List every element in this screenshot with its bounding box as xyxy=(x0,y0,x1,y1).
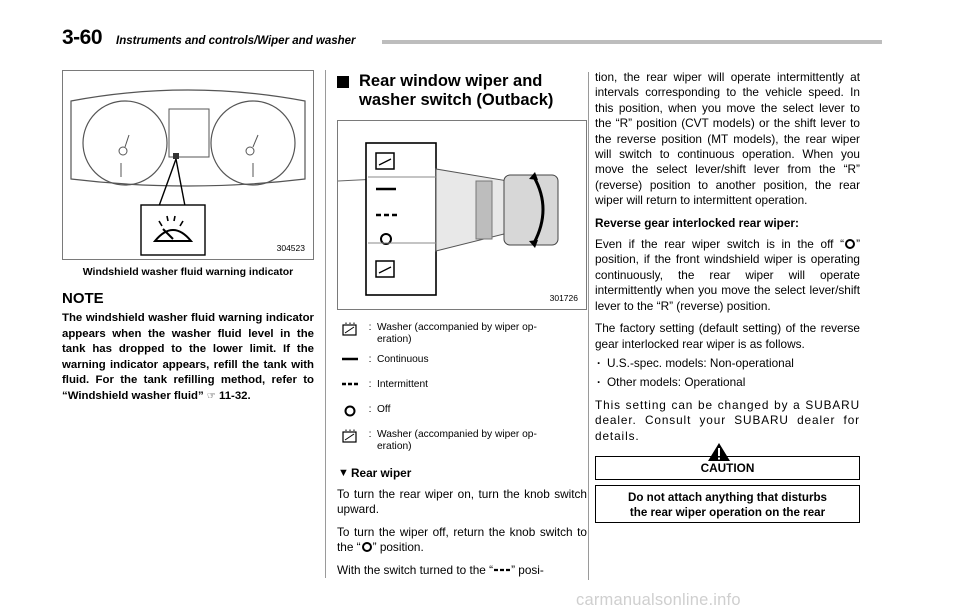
note-title: NOTE xyxy=(62,290,104,307)
reverse-interlock-heading: Reverse gear interlocked rear wiper: xyxy=(595,215,799,230)
bullet-us-spec: . U.S.-spec. models: Non-operational xyxy=(595,356,860,371)
factory-setting-para: The factory setting (default setting) of the reverse gear interlocked rear wiper is as follows. xyxy=(595,321,860,351)
section-title: Instruments and controls/Wiper and washer xyxy=(116,35,356,47)
figure-code: 304523 xyxy=(276,243,305,253)
legend-item-continuous: : Continuous xyxy=(337,354,587,370)
off-icon xyxy=(337,404,363,420)
wiper-switch-illustration xyxy=(338,121,586,309)
intermittent-description: tion, the rear wiper will operate intermittently at intervals corresponding to the vehicle speed. In this position, when you move the select lever to the “R” position (CVT models) or the shift lever to the reverse position (MT models), the rear wiper will switch to continuous operation. When you move the select lever/shift lever from the “R” (reverse) position to another position, the rear wiper will return to intermittent operation. xyxy=(595,70,860,208)
note-body xyxy=(62,311,314,404)
washer-icon xyxy=(337,322,363,338)
dealer-setting-para: This setting can be changed by a SUBARU dealer. Consult your SUBARU dealer for details. xyxy=(595,397,860,443)
bullet-other-models: . Other models: Operational xyxy=(595,375,860,390)
page-reference-icon: ☞ xyxy=(206,390,216,402)
reverse-interlock-para: Even if the rear wiper switch is in the off “ ” position, if the front windshield wiper is operating continuously, the rear wiper will operate intermittently when you move the select lever/shift lever to the “R” (reverse) position. xyxy=(595,237,860,313)
column-divider xyxy=(325,70,326,578)
washer-icon xyxy=(337,429,363,445)
instrument-cluster-illustration xyxy=(63,71,313,259)
instrument-cluster-figure xyxy=(62,70,314,260)
continuous-icon xyxy=(337,354,363,370)
legend-item-washer-2: : Washer (accompanied by wiper op- eration) xyxy=(337,429,587,452)
rear-wiper-switch-figure xyxy=(337,120,587,310)
legend-item-off: : Off xyxy=(337,404,587,420)
rear-wiper-para-1: To turn the rear wiper on, turn the knob switch upward. xyxy=(337,487,587,517)
caution-banner xyxy=(595,456,860,480)
caution-label: CAUTION xyxy=(595,456,860,480)
column-middle xyxy=(337,70,587,578)
off-icon xyxy=(844,238,856,250)
section-marker-icon xyxy=(337,76,349,88)
column-left xyxy=(62,70,314,404)
rear-wiper-para-2: To turn the wiper off, return the knob switch to the “ ” position. xyxy=(337,524,587,555)
note-reference: 11-32. xyxy=(218,389,251,402)
legend-item-intermittent: : Intermittent xyxy=(337,379,587,395)
legend-item-washer: : Washer (accompanied by wiper op- eration) xyxy=(337,322,587,345)
watermark-text: carmanualsonline.info xyxy=(576,591,741,609)
column-divider xyxy=(588,72,589,580)
page-number: 3-60 xyxy=(62,26,103,49)
figure-caption: Windshield washer fluid warning indicator xyxy=(82,266,294,278)
note-text: The windshield washer fluid warning indicator appears when the washer fluid level in the tank has dropped to the lower limit. If the warning indicator appears, refill the tank with fluid. For the tank refilling method, refer to “Windshield washer fluid” xyxy=(62,312,314,402)
column-right xyxy=(595,70,860,523)
figure-code: 301726 xyxy=(549,293,578,303)
page-header xyxy=(62,26,882,48)
intermittent-icon xyxy=(337,379,363,395)
rear-wiper-para-3: With the switch turned to the “ ” posi- xyxy=(337,562,544,577)
caution-body: Do not attach anything that disturbs the rear wiper operation on the rear xyxy=(595,485,860,523)
switch-legend xyxy=(337,322,587,452)
rear-wiper-heading: ▼ Rear wiper xyxy=(338,466,412,480)
header-rule xyxy=(382,40,882,44)
intermittent-icon xyxy=(493,566,511,576)
rear-wiper-section-title: Rear window wiper and washer switch (Outback) xyxy=(337,72,587,110)
off-icon xyxy=(361,541,373,553)
subsection-marker-icon: ▼ xyxy=(338,467,349,479)
